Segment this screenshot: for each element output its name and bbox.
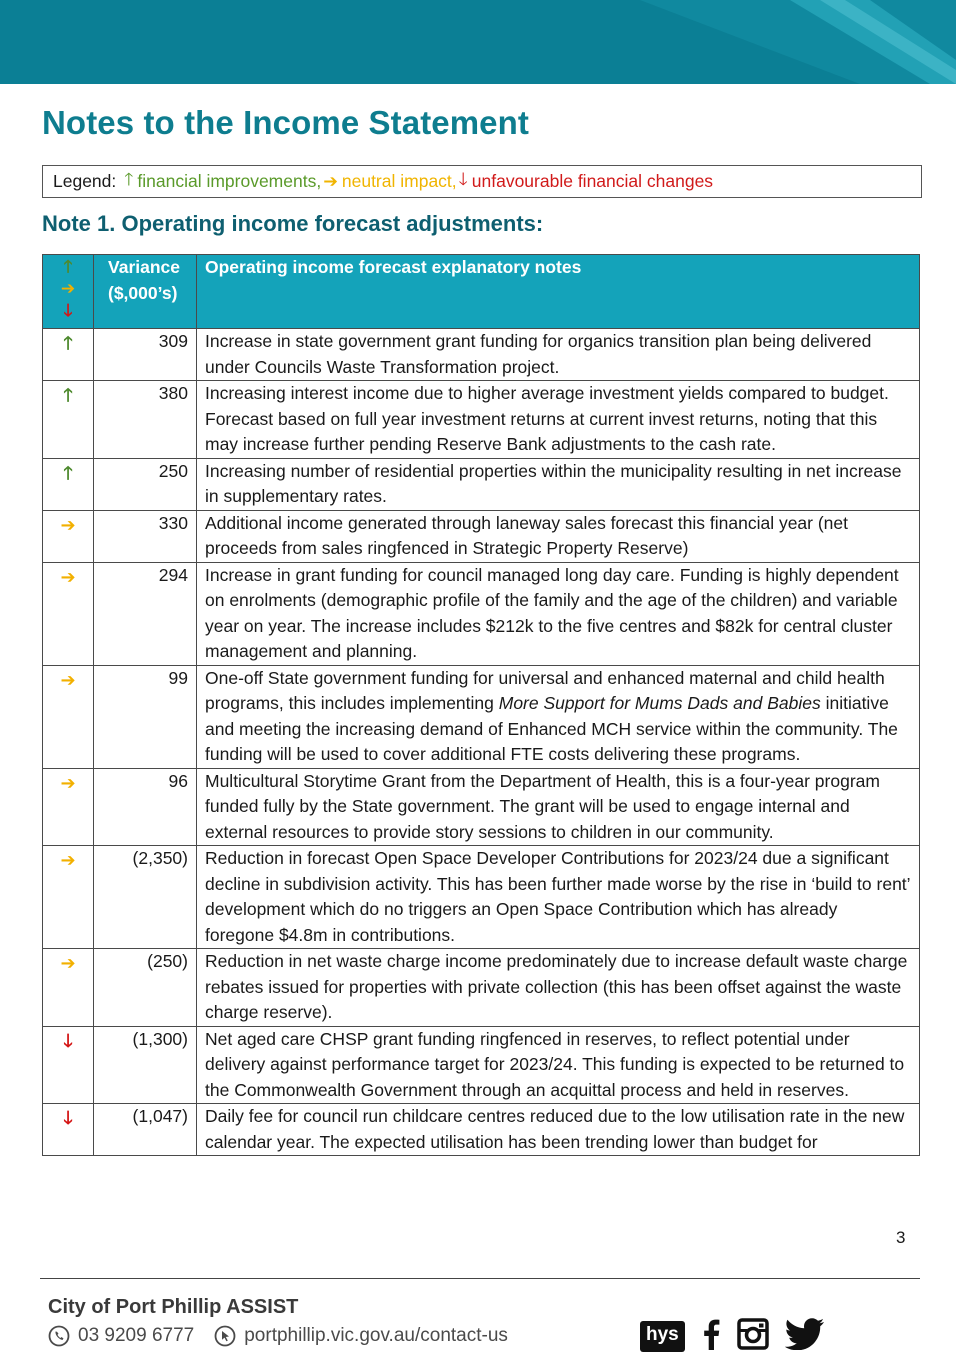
note-cell: Increasing interest income due to higher average investment yields compared to budget. Forecast based on full year investment returns at current invest returns, noting that this may increase further pending Reserve Bank adjustments to the cash rate. <box>197 381 920 459</box>
table-row <box>43 768 920 846</box>
note-cell: Increase in state government grant funding for organics transition plan being delivered under Councils Waste Transformation project. <box>197 329 920 381</box>
table-row <box>43 562 920 665</box>
arrow-right-icon: ➔ <box>323 171 338 191</box>
table-row <box>43 1104 920 1156</box>
variance-cell: 294 <box>94 562 197 665</box>
page-number: 3 <box>896 1228 906 1247</box>
notes-header: Operating income forecast explanatory notes <box>197 255 920 329</box>
variance-cell: 330 <box>94 510 197 562</box>
legend-box <box>42 165 922 198</box>
arrow-right-icon: ➔ <box>60 850 76 870</box>
variance-cell: 309 <box>94 329 197 381</box>
arrow-right-icon: ➔ <box>60 279 76 298</box>
arrow-right-icon: ➔ <box>60 772 76 793</box>
variance-cell: (1,300) <box>94 1026 197 1104</box>
note-cell: Reduction in forecast Open Space Developer Contributions for 2023/24 due a significant decline in subdivision activity. This has been further made worse by the rise in ‘build to rent’ development which do no triggers an Open Space Contribution which has already foregone $4.8m in contributions. <box>197 846 920 949</box>
arrow-up-icon: 🡑 <box>63 333 73 353</box>
note-cell: Multicultural Storytime Grant from the Department of Health, this is a four-year program funded fully by the State government. The grant will be used to engage internal and external resources to provide story sessions to children in our community. <box>197 768 920 846</box>
impact-cell <box>43 1026 94 1104</box>
impact-cell <box>43 510 94 562</box>
footer-contacts <box>48 1325 508 1347</box>
footer-org-name: City of Port Phillip ASSIST <box>48 1296 299 1318</box>
table-header-row <box>43 255 920 329</box>
table-row <box>43 846 920 949</box>
footer-phone[interactable]: 03 9209 6777 <box>78 1325 195 1346</box>
arrow-right-icon: ➔ <box>60 566 76 587</box>
impact-cell <box>43 665 94 768</box>
variance-header-line2: ($,000’s) <box>108 282 178 303</box>
twitter-icon[interactable] <box>785 1318 825 1355</box>
table-body <box>43 329 920 1156</box>
page-title: Notes to the Income Statement <box>42 104 529 141</box>
table-row <box>43 381 920 459</box>
note-text: One-off State government funding for universal and enhanced maternal and child health programs, this includes implementing <box>205 667 885 713</box>
note-cell: Increasing number of residential properties within the municipality resulting in net increase in supplementary rates. <box>197 458 920 510</box>
arrow-down-icon: 🡓 <box>458 168 468 189</box>
note-cell: Net aged care CHSP grant funding ringfenced in reserves, to reflect potential under delivery against performance target for 2023/24. This funding is expected to be returned to the Commonwealth Government through an acquittal process and held in reserves. <box>197 1026 920 1104</box>
legend-unfavourable: unfavourable financial changes <box>471 171 714 191</box>
note-heading: Note 1. Operating income forecast adjustments: <box>42 211 544 236</box>
note-text: initiative and meeting the increasing demand of Enhanced MCH service within the community. The funding will be used to cover additional FTE costs delivering these programs. <box>205 693 898 764</box>
table-row <box>43 510 920 562</box>
impact-header <box>43 255 94 329</box>
phone-icon <box>48 1325 70 1347</box>
table-row <box>43 458 920 510</box>
variance-cell: 99 <box>94 665 197 768</box>
variance-cell: 250 <box>94 458 197 510</box>
arrow-down-icon: 🡓 <box>63 1108 73 1128</box>
footer-divider <box>40 1278 920 1279</box>
table-row <box>43 1026 920 1104</box>
note-cell: Reduction in net waste charge income predominately due to increase default waste charge rebates issued for properties with private collection (this has been offset against the waste charge reserve). <box>197 949 920 1027</box>
legend-neutral: neutral impact, <box>341 171 457 191</box>
footer-website[interactable]: portphillip.vic.gov.au/contact-us <box>244 1325 508 1346</box>
banner-graphic <box>0 0 956 84</box>
income-notes-table <box>42 254 920 1156</box>
variance-cell: (1,047) <box>94 1104 197 1156</box>
impact-cell <box>43 329 94 381</box>
variance-cell: 96 <box>94 768 197 846</box>
table-row <box>43 329 920 381</box>
note-italic-text: More Support for Mums Dads and Babies <box>498 693 821 713</box>
facebook-icon[interactable] <box>701 1318 721 1355</box>
variance-cell: (2,350) <box>94 846 197 949</box>
hys-icon[interactable]: hys <box>640 1321 685 1352</box>
arrow-up-icon: 🡑 <box>124 168 134 189</box>
table-row <box>43 949 920 1027</box>
arrow-up-icon: 🡑 <box>63 462 73 483</box>
impact-cell <box>43 381 94 459</box>
cursor-icon <box>214 1325 236 1347</box>
instagram-icon[interactable] <box>737 1318 769 1355</box>
arrow-up-icon: 🡑 <box>63 385 73 405</box>
header-banner <box>0 0 956 84</box>
impact-cell <box>43 562 94 665</box>
note-cell: Daily fee for council run childcare centres reduced due to the low utilisation rate in the new calendar year. The expected utilisation has been trending lower than budget for <box>197 1104 920 1156</box>
variance-header <box>94 255 197 329</box>
legend-improvement: financial improvements, <box>137 171 322 191</box>
social-links <box>640 1318 825 1355</box>
impact-cell <box>43 846 94 949</box>
table-row <box>43 665 920 768</box>
note-cell: Increase in grant funding for council managed long day care. Funding is highly dependent on enrolments (demographic profile of the family and the age of the children) and variable year on year. The increase includes $212k to the five centres and $82k for central cluster management and planning. <box>197 562 920 665</box>
arrow-right-icon: ➔ <box>60 953 76 973</box>
note-cell: Additional income generated through laneway sales forecast this financial year (net proceeds from sales ringfenced in Strategic Property Reserve) <box>197 510 920 562</box>
impact-cell <box>43 768 94 846</box>
variance-cell: 380 <box>94 381 197 459</box>
arrow-up-icon: 🡑 <box>63 257 73 276</box>
impact-cell <box>43 949 94 1027</box>
legend-label: Legend: <box>53 171 117 191</box>
arrow-right-icon: ➔ <box>60 514 76 535</box>
impact-cell <box>43 458 94 510</box>
arrow-right-icon: ➔ <box>60 669 76 690</box>
arrow-down-icon: 🡓 <box>63 1030 73 1051</box>
variance-header-line1: Variance <box>108 257 180 277</box>
note-cell <box>197 665 920 768</box>
impact-cell <box>43 1104 94 1156</box>
arrow-down-icon: 🡓 <box>63 301 73 320</box>
variance-cell: (250) <box>94 949 197 1027</box>
